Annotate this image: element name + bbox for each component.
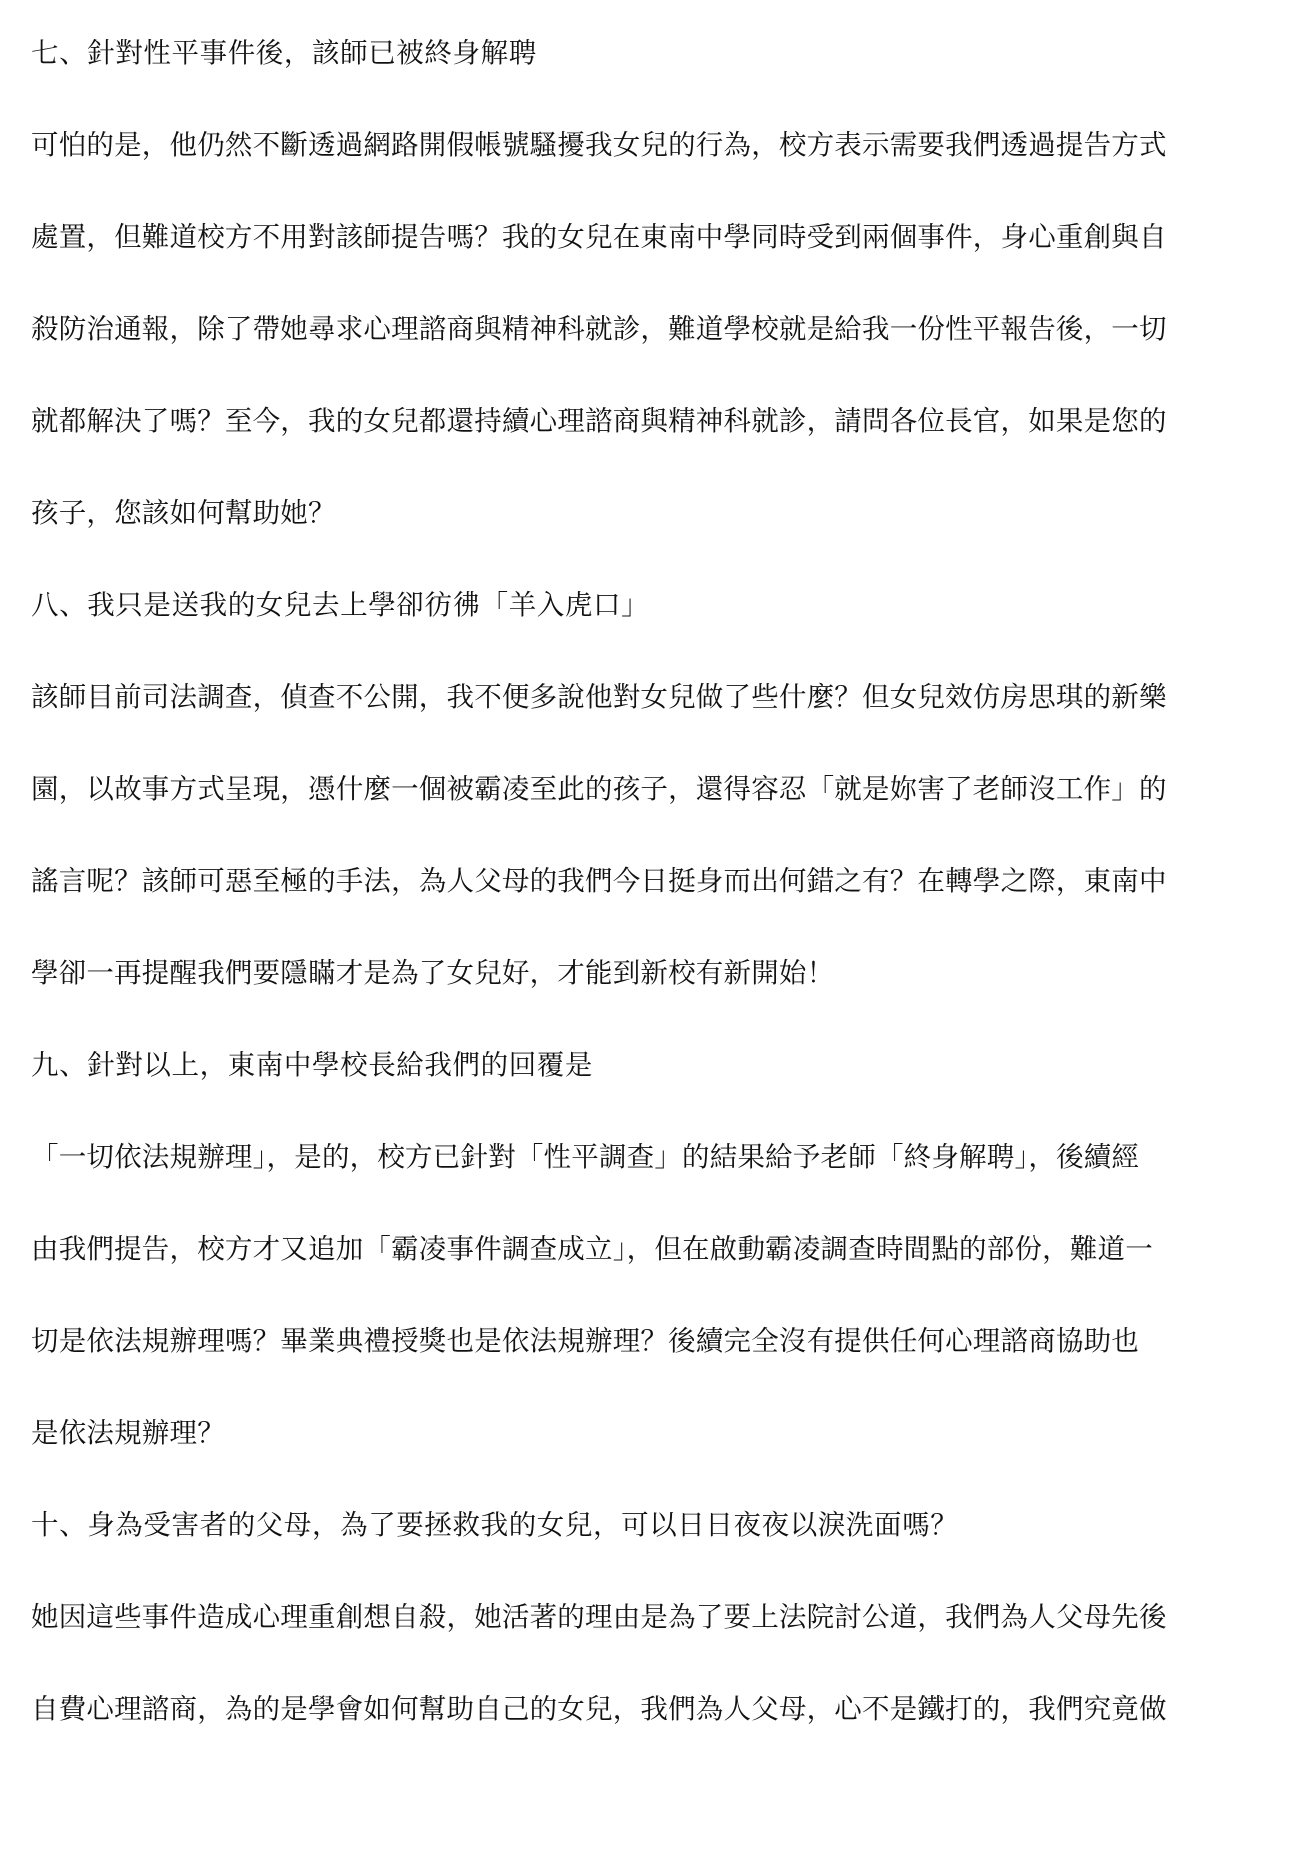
paragraph-line: 切是依法規辦理嗎？畢業典禮授獎也是依法規辦理？後續完全沒有提供任何心理諮商協助也	[31, 1325, 1139, 1357]
section-heading-7: 七、針對性平事件後，該師已被終身解聘	[31, 37, 537, 69]
section-heading-8: 八、我只是送我的女兒去上學卻彷彿「羊入虎口」	[31, 589, 650, 621]
section-heading-10: 十、身為受害者的父母，為了要拯救我的女兒，可以日日夜夜以淚洗面嗎？	[31, 1509, 959, 1541]
paragraph-line: 處置，但難道校方不用對該師提告嗎？我的女兒在東南中學同時受到兩個事件，身心重創與自	[31, 221, 1167, 253]
paragraph-line: 是依法規辦理？	[31, 1417, 225, 1449]
paragraph-line: 殺防治通報，除了帶她尋求心理諮商與精神科就診，難道學校就是給我一份性平報告後，一切	[31, 313, 1167, 345]
paragraph-line: 該師目前司法調查，偵查不公開，我不便多說他對女兒做了些什麼？但女兒效仿房思琪的新樂	[31, 681, 1167, 713]
paragraph-line: 由我們提告，校方才又追加「霸凌事件調查成立」，但在啟動霸凌調查時間點的部份，難道一	[31, 1233, 1153, 1265]
paragraph-line: 謠言呢？該師可惡至極的手法，為人父母的我們今日挺身而出何錯之有？在轉學之際，東南中	[31, 865, 1167, 897]
paragraph-line: 學卻一再提醒我們要隱瞞才是為了女兒好，才能到新校有新開始！	[31, 957, 835, 989]
paragraph-line: 園，以故事方式呈現，憑什麼一個被霸凌至此的孩子，還得容忍「就是妳害了老師沒工作」的	[31, 773, 1167, 805]
paragraph-line: 就都解決了嗎？至今，我的女兒都還持續心理諮商與精神科就診，請問各位長官，如果是您的	[31, 405, 1167, 437]
paragraph-line: 她因這些事件造成心理重創想自殺，她活著的理由是為了要上法院討公道，我們為人父母先後	[31, 1601, 1167, 1633]
document-body	[31, 24, 1276, 1772]
section-heading-9: 九、針對以上，東南中學校長給我們的回覆是	[31, 1049, 593, 1081]
paragraph-line: 自費心理諮商，為的是學會如何幫助自己的女兒，我們為人父母，心不是鐵打的，我們究竟做	[31, 1693, 1167, 1725]
paragraph-line: 孩子，您該如何幫助她？	[31, 497, 336, 529]
paragraph-line: 「一切依法規辦理」，是的，校方已針對「性平調查」的結果給予老師「終身解聘」，後續經	[31, 1141, 1140, 1173]
paragraph-line: 可怕的是，他仍然不斷透過網路開假帳號騷擾我女兒的行為，校方表示需要我們透過提告方式	[31, 129, 1167, 161]
